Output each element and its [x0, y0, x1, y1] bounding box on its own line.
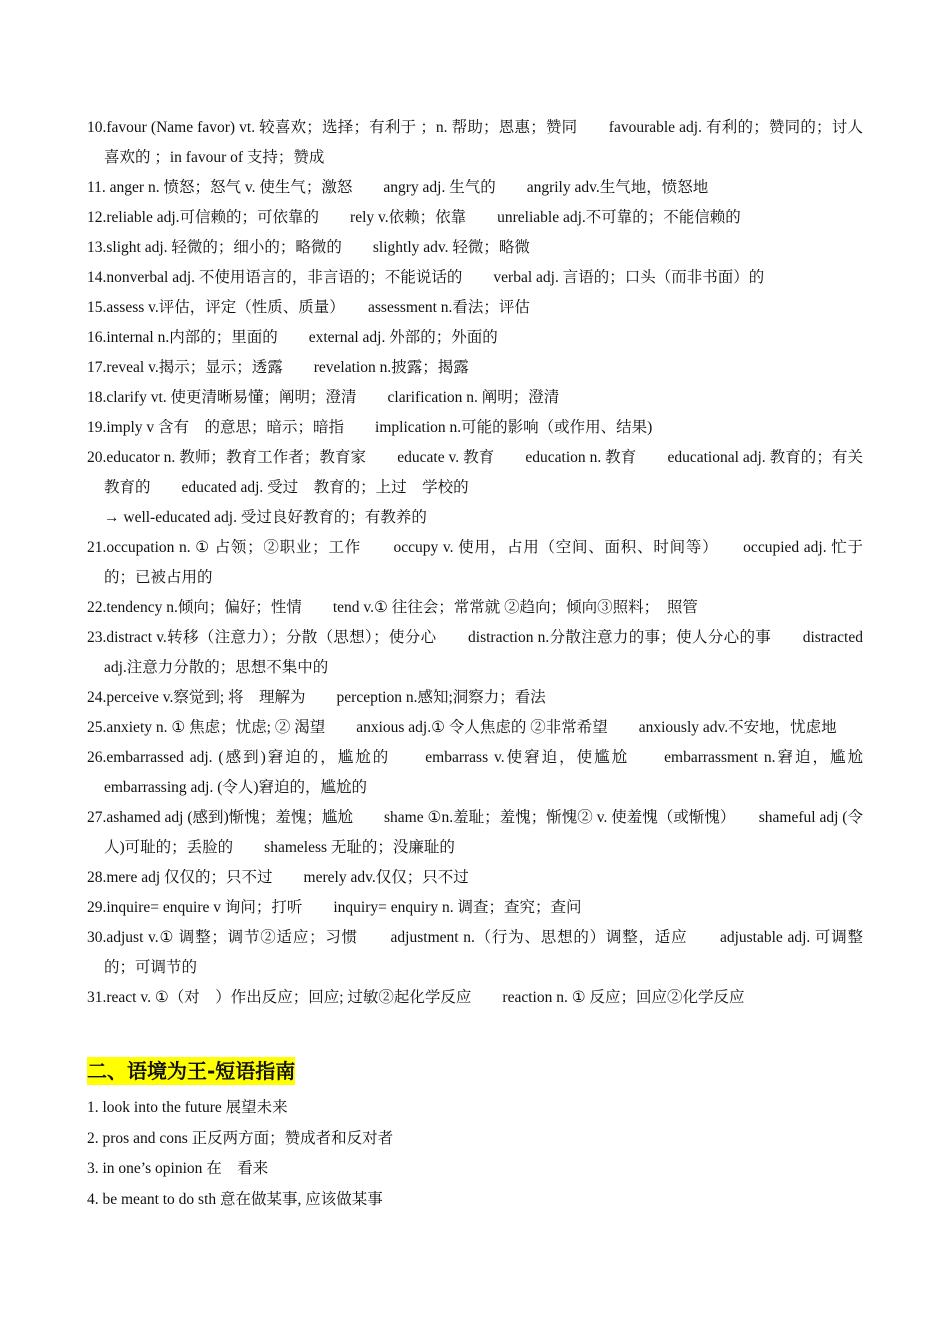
vocab-entry-13: 13.slight adj. 轻微的；细小的；略微的 slightly adv. 轻微；略微: [87, 239, 530, 256]
vocab-entry-20-continuation: → well-educated adj. 受过良好教育的；有教养的: [104, 509, 427, 526]
vocab-list: [87, 113, 910, 1013]
vocab-entry-12: 12.reliable adj.可信赖的；可依靠的 rely v.依赖；依靠 unreliable adj.不可靠的；不能信赖的: [87, 209, 741, 226]
section-heading: [87, 1056, 295, 1086]
vocab-entry-10: 10.favour (Name favor) vt. 较喜欢；选择；有利于 ；n. 帮助；恩惠；赞同 favourable adj. 有利的；赞同的；讨人喜欢的 ；in favour of 支持；赞成: [87, 119, 863, 166]
vocab-entry-20: 20.educator n. 教师；教育工作者；教育家 educate v. 教育 education n. 教育 educational adj. 教育的；有关教育的 educated adj. 受过 教育的；上过 学校的: [87, 449, 863, 496]
vocab-entry-14: 14.nonverbal adj. 不使用语言的，非言语的；不能说话的 verbal adj. 言语的；口头（而非书面）的: [87, 269, 765, 286]
phrase-list: [87, 1093, 863, 1216]
vocab-entry-23: 23.distract v.转移（注意力）；分散（思想）；使分心 distraction n.分散注意力的事；使人分心的事 distracted adj.注意力分散的；思想不集中的: [87, 629, 863, 676]
vocab-entry-28: 28.mere adj 仅仅的；只不过 merely adv.仅仅；只不过: [87, 869, 469, 886]
vocab-entry-22: 22.tendency n.倾向；偏好；性情 tend v.① 往往会；常常就 ②趋向；倾向③照料； 照管: [87, 599, 698, 616]
vocab-entry-26: 26.embarrassed adj. (感到)窘迫的，尴尬的 embarrass v.使窘迫，使尴尬 embarrassment n.窘迫，尴尬 embarrassing adj. (令人)窘迫的，尴尬的: [87, 749, 910, 796]
vocab-entry-15: 15.assess v.评估，评定（性质、质量） assessment n.看法；评估: [87, 299, 530, 316]
vocab-entry-25: 25.anxiety n. ① 焦虑；忧虑; ② 渴望 anxious adj.① 令人焦虑的 ②非常希望 anxiously adv.不安地，忧虑地: [87, 719, 837, 736]
vocab-entry-21: 21.occupation n. ① 占领；②职业；工作 occupy v. 使用，占用（空间、面积、时间等） occupied adj. 忙于 的；已被占用的: [87, 539, 895, 586]
vocab-entry-19: 19.imply v 含有 的意思；暗示；暗指 implication n.可能的影响（或作用、结果): [87, 419, 653, 436]
vocab-entry-27: 27.ashamed adj (感到)惭愧；羞愧；尴尬 shame ①n.羞耻；羞愧；惭愧② v. 使羞愧（或惭愧） shameful adj (令人)可耻的；丢脸的 shameless 无耻的；没廉耻的: [87, 809, 863, 856]
vocab-entry-17: 17.reveal v.揭示；显示；透露 revelation n.披露；揭露: [87, 359, 469, 376]
vocab-entry-16: 16.internal n.内部的；里面的 external adj. 外部的；外面的: [87, 329, 498, 346]
section-heading-text: 二、语境为王-短语指南: [87, 1059, 296, 1083]
phrase-item: 2. pros and cons 正反两方面；赞成者和反对者: [87, 1129, 394, 1147]
vocab-entry-31: 31.react v. ①（对 ）作出反应；回应; 过敏②起化学反应 reaction n. ① 反应；回应②化学反应: [87, 989, 745, 1006]
phrase-item: 1. look into the future 展望未来: [87, 1099, 288, 1116]
vocab-entry-11: 11. anger n. 愤怒；怒气 v. 使生气；激怒 angry adj. 生气的 angrily adv.生气地，愤怒地: [87, 179, 709, 196]
vocab-entry-29: 29.inquire= enquire v 询问；打听 inquiry= enquiry n. 调查；查究；查问: [87, 899, 582, 916]
phrase-item: 4. be meant to do sth 意在做某事, 应该做某事: [87, 1191, 383, 1209]
vocab-entry-18: 18.clarify vt. 使更清晰易懂；阐明；澄清 clarification n. 阐明；澄清: [87, 389, 560, 406]
vocab-entry-30: 30.adjust v.① 调整；调节②适应；习惯 adjustment n.（行为、思想的）调整，适应 adjustable adj. 可调整的；可调节的: [87, 929, 863, 976]
vocab-entry-24: 24.perceive v.察觉到; 将 理解为 perception n.感知;洞察力；看法: [87, 689, 546, 706]
phrase-item: 3. in one’s opinion 在 看来: [87, 1160, 269, 1178]
